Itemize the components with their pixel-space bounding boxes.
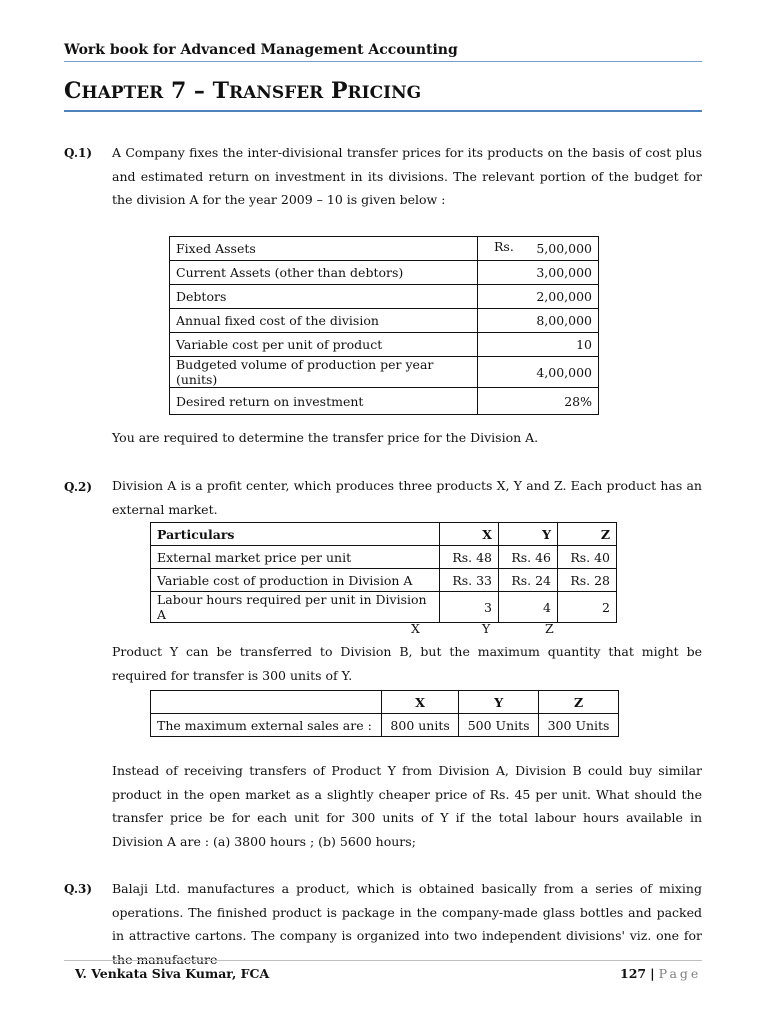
table-cell: Rs. 28 [558,569,617,592]
table-cell: 300 Units [539,714,619,737]
stray-label-y: Y [482,621,491,636]
table-row [151,569,617,592]
q1-required-text: You are required to determine the transfer price for the Division A. [112,430,539,445]
table-row [151,546,617,569]
row-label: Annual fixed cost of the division [170,309,478,333]
table-cell: 500 Units [459,714,539,737]
table-row [170,237,599,261]
header-rule [64,61,702,62]
table-cell: 3 [440,592,499,623]
row-label: Budgeted volume of production per year (units) [170,357,478,388]
table-row [151,714,619,737]
table-row [170,309,599,333]
row-value: 3,00,000 [478,261,599,285]
column-header: Y [499,523,558,546]
table-cell: 2 [558,592,617,623]
row-label: Labour hours required per unit in Division A [151,592,440,623]
footer-rule [64,960,702,961]
stray-label-z: Z [545,621,554,636]
q1-budget-table [169,236,599,415]
q2-text-2: Product Y can be transferred to Division B, but the maximum quantity that might be required for transfer is 300 units of Y. [112,644,702,683]
question-label-q1: Q.1) [64,146,93,160]
column-header [151,691,382,714]
table-cell: Rs. 33 [440,569,499,592]
row-label: External market price per unit [151,546,440,569]
question-label-q3: Q.3) [64,882,93,896]
chapter-rule [64,110,702,112]
stray-label-x: X [411,621,420,636]
column-header: Z [539,691,619,714]
table-cell: Rs. 24 [499,569,558,592]
row-label: Desired return on investment [170,388,478,415]
table-row [170,357,599,388]
running-header: Work book for Advanced Management Accounting [64,42,458,58]
column-header: Y [459,691,539,714]
table-cell: Rs. 46 [499,546,558,569]
row-label: Debtors [170,285,478,309]
column-header: X [440,523,499,546]
row-value: 2,00,000 [478,285,599,309]
table-row [170,285,599,309]
q1-text: A Company fixes the inter-divisional transfer prices for its products on the basis of cost plus and estimated return on investment in its divisions. The relevant portion of the budget for the division A for the year 2009 – 10 is given below : [112,145,702,207]
table-cell: 800 units [382,714,459,737]
page-number: 127 [620,966,647,981]
column-header: Z [558,523,617,546]
table-row [170,261,599,285]
table-cell: Rs. 40 [558,546,617,569]
currency-unit: Rs. [494,239,514,254]
table-cell: 4 [499,592,558,623]
row-label: Current Assets (other than debtors) [170,261,478,285]
row-label: Fixed Assets [170,237,478,261]
table-row [170,333,599,357]
row-value: 10 [478,333,599,357]
page-separator: | [650,966,655,981]
row-label: The maximum external sales are : [151,714,382,737]
table-header-row [151,523,617,546]
column-header: Particulars [151,523,440,546]
row-label: Variable cost of production in Division A [151,569,440,592]
table-row [170,388,599,415]
page-word: Page [658,966,702,981]
table-header-row [151,691,619,714]
chapter-title: CHAPTER 7 – TRANSFER PRICING [64,78,422,104]
column-header: X [382,691,459,714]
q2-text: Division A is a profit center, which produces three products X, Y and Z. Each product has an external market. [112,478,702,517]
row-value: 28% [478,388,599,415]
row-value: 5,00,000 [536,241,592,256]
table-row [151,592,617,623]
row-value: 4,00,000 [478,357,599,388]
q2-max-sales-table [150,690,619,737]
footer-author: V. Venkata Siva Kumar, FCA [75,966,270,981]
row-value: 8,00,000 [478,309,599,333]
q3-text: Balaji Ltd. manufactures a product, which is obtained basically from a series of mixing operations. The finished product is package in the company-made glass bottles and packed in attractive cartons. The company is organized into two independent divisions' viz. one for the manufacture [112,881,702,967]
question-label-q2: Q.2) [64,480,93,494]
footer-page [620,966,701,981]
row-label: Variable cost per unit of product [170,333,478,357]
q2-text-3: Instead of receiving transfers of Product Y from Division A, Division B could buy similar product in the open market as a slightly cheaper price of Rs. 45 per unit. What should the transfer price be for each unit for 300 units of Y if the total labour hours available in Division A are : (a) 3800 hours ; (b) 5600 hours; [112,763,702,849]
q2-products-table [150,522,617,623]
table-cell: Rs. 48 [440,546,499,569]
